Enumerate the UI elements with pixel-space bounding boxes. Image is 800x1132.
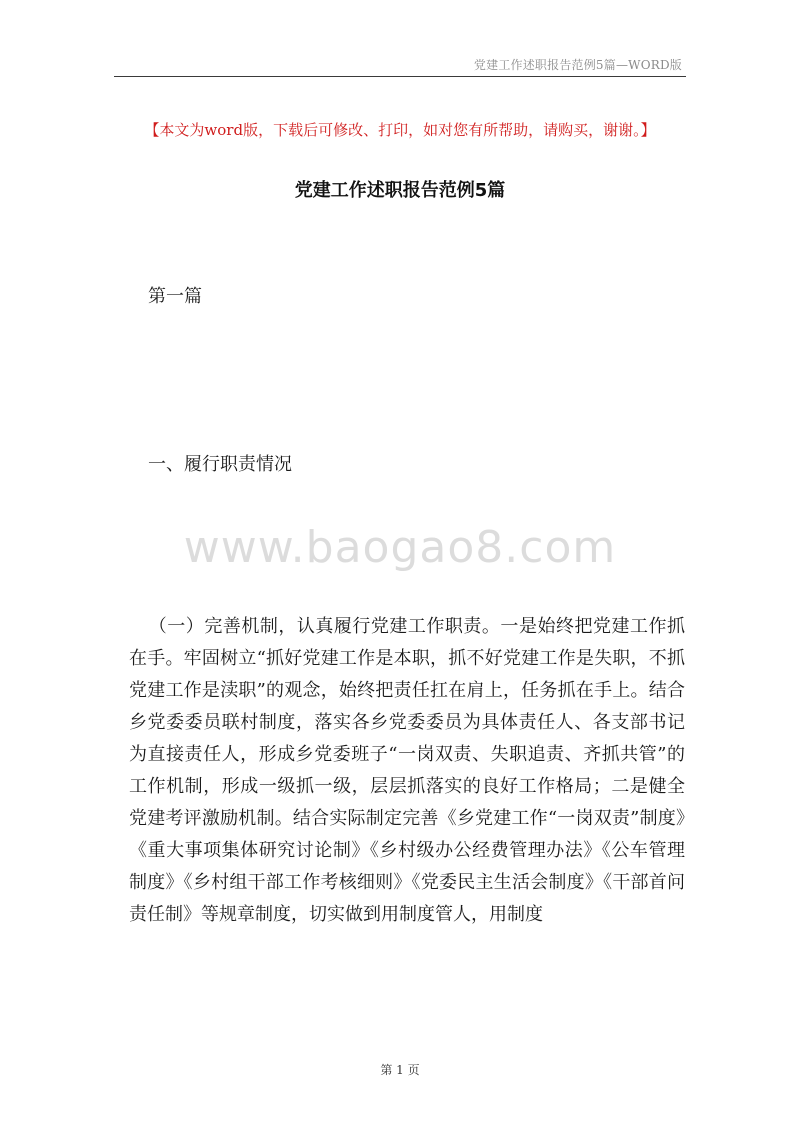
download-notice: 【本文为word版，下载后可修改、打印，如对您有所帮助，请购买，谢谢。】 (144, 121, 656, 139)
document-title: 党建工作述职报告范例5篇 (294, 180, 506, 201)
body-paragraph: （一）完善机制，认真履行党建工作职责。一是始终把党建工作抓在手。牢固树立“抓好党建工作是本职，抓不好党建工作是失职，不抓党建工作是渎职”的观念，始终把责任扛在肩上，任务抓在手上。结合乡党委委员联村制度，落实各乡党委委员为具体责任人、各支部书记为直接责任人，形成乡党委班子“一岗双责、失职追责、齐抓共管”的工作机制，形成一级抓一级，层层抓落实的良好工作格局；二是健全党建考评激励机制。结合实际制定完善《乡党建工作“一岗双责”制度》《重大事项集体研究讨论制》《乡村级办公经费管理办法》《公车管理制度》《乡村组干部工作考核细则》《党委民主生活会制度》《干部首问责任制》等规章制度，切实做到用制度管人，用制度 (129, 616, 685, 925)
subsection-heading: 一、履行职责情况 (148, 454, 292, 475)
section-heading: 第一篇 (148, 286, 202, 307)
watermark-text: www.baogao8.com (183, 522, 617, 573)
page-number: 第 1 页 (380, 1063, 420, 1077)
running-header: 党建工作述职报告范例5篇—WORD版 (473, 58, 682, 72)
header-divider (114, 76, 686, 77)
